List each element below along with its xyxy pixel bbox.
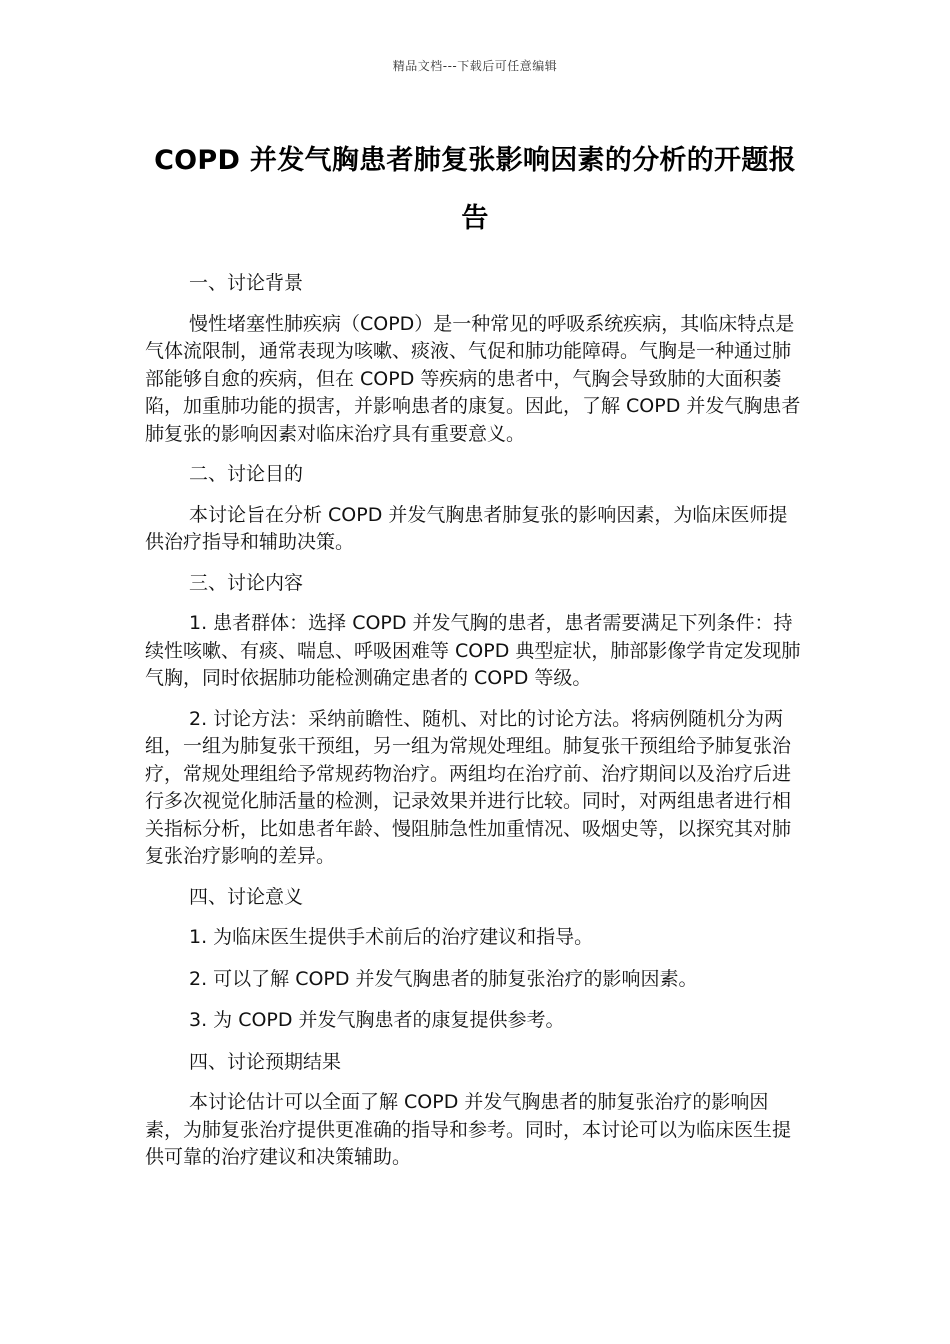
section-heading-expected-results: 四、讨论预期结果 — [189, 1050, 342, 1073]
paragraph-background: 慢性堵塞性肺疾病（COPD）是一种常见的呼吸系统疾病，其临床特点是气体流限制，通常表现为咳嗽、痰液、气促和肺功能障碍。气胸是一种通过肺部能够自愈的疾病，但在 COPD 等疾病的患者中，气胸会导致肺的大面积萎陷，加重肺功能的损害，并影响患者的康复。因此，了解 COPD 并发气胸患者肺复张的影响因素对临床治疗具有重要意义。 — [145, 312, 801, 445]
paragraph-method: 2. 讨论方法：采纳前瞻性、随机、对比的讨论方法。将病例随机分为两组，一组为肺复张干预组，另一组为常规处理组。肺复张干预组给予肺复张治疗，常规处理组给予常规药物治疗。两组均在治疗前、治疗期间以及治疗后进行多次视觉化肺活量的检测，记录效果并进行比较。同时，对两组患者进行相关指标分析，比如患者年龄、慢阻肺急性加重情况、吸烟史等，以探究其对肺复张治疗影响的差异。 — [145, 707, 792, 867]
section-heading-background: 一、讨论背景 — [189, 272, 304, 294]
significance-item: 2. 可以了解 COPD 并发气胸患者的肺复张治疗的影响因素。 — [189, 967, 698, 990]
paragraph-expected-results: 本讨论估计可以全面了解 COPD 并发气胸患者的肺复张治疗的影响因素，为肺复张治疗提供更准确的指导和参考。同时，本讨论可以为临床医生提供可靠的治疗建议和决策辅助。 — [145, 1091, 792, 1168]
significance-item: 3. 为 COPD 并发气胸患者的康复提供参考。 — [189, 1009, 565, 1031]
section-heading-significance: 四、讨论意义 — [189, 885, 304, 908]
paragraph-purpose: 本讨论旨在分析 COPD 并发气胸患者肺复张的影响因素，为临床医师提供治疗指导和辅助决策。 — [145, 503, 788, 553]
document-title: COPD 并发气胸患者肺复张影响因素的分析的开题报告 — [154, 145, 796, 234]
significance-item: 1. 为临床医生提供手术前后的治疗建议和指导。 — [189, 926, 594, 948]
document-body — [145, 270, 805, 1185]
paragraph-patient-group: 1. 患者群体：选择 COPD 并发气胸的患者，患者需要满足下列条件：持续性咳嗽、有痰、喘息、呼吸困难等 COPD 典型症状，肺部影像学肯定发现肺气胸，同时依据肺功能检测确定患者的 COPD 等级。 — [145, 612, 801, 689]
section-heading-purpose: 二、讨论目的 — [189, 463, 304, 485]
section-heading-content: 三、讨论内容 — [189, 571, 304, 594]
header-note: 精品文档---下载后可任意编辑 — [392, 59, 558, 73]
